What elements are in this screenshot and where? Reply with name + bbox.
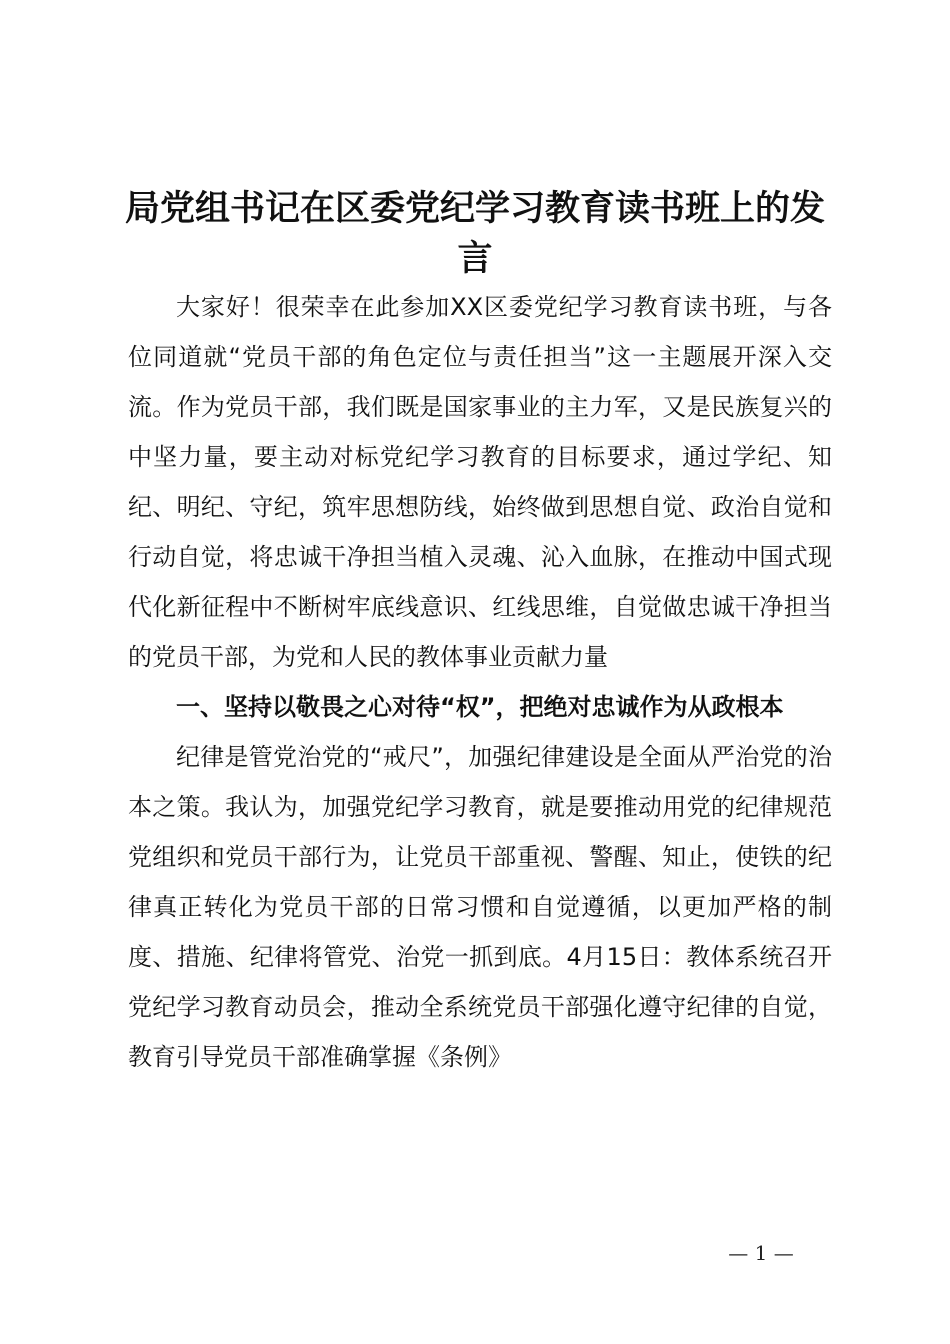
- document-title: 局党组书记在区委党纪学习教育读书班上的发言: [124, 189, 825, 279]
- intro-paragraph: 大家好！很荣幸在此参加XX区委党纪学习教育读书班，与各位同道就“党员干部的角色定位与责任担当”这一主题展开深入交流。作为党员干部，我们既是国家事业的主力军，又是民族复兴的中坚力量，要主动对标党纪学习教育的目标要求，通过学纪、知纪、明纪、守纪，筑牢思想防线，始终做到思想自觉、政治自觉和行动自觉，将忠诚干净担当植入灵魂、沁入血脉，在推动中国式现代化新征程中不断树牢底线意识、红线思维，自觉做忠诚干净担当的党员干部，为党和人民的教体事业贡献力量: [128, 293, 832, 671]
- page-number: — 1 —: [728, 1241, 794, 1265]
- document-body: [128, 282, 832, 1082]
- section-1-paragraph: 纪律是管党治党的“戒尺”，加强纪律建设是全面从严治党的治本之策。我认为，加强党纪学习教育，就是要推动用党的纪律规范党组织和党员干部行为，让党员干部重视、警醒、知止，使铁的纪律真正转化为党员干部的日常习惯和自觉遵循，以更加严格的制度、措施、纪律将管党、治党一抓到底。4月15日：教体系统召开党纪学习教育动员会，推动全系统党员干部强化遵守纪律的自觉，教育引导党员干部准确掌握《条例》: [128, 743, 832, 1071]
- section-heading-1: 一、坚持以敬畏之心对待“权”，把绝对忠诚作为从政根本: [176, 693, 784, 721]
